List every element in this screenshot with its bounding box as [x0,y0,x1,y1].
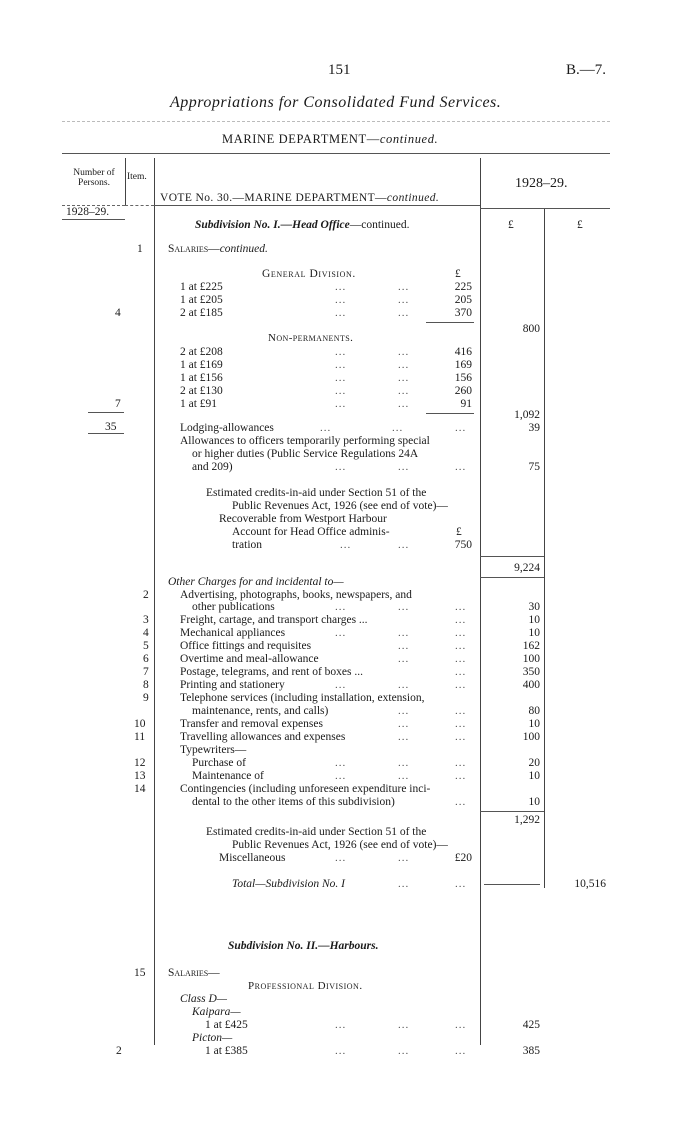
leader-dots: ... [335,770,347,782]
vote-title: VOTE No. 30.—MARINE DEPARTMENT— [160,192,387,204]
picton-heading: Picton— [192,1032,233,1044]
leader-dots: ... [398,653,410,665]
allowances-line: Allowances to officers temporarily performing special [180,435,430,447]
item-number: 10 [134,718,146,730]
leader-dots: ... [398,307,410,319]
leader-dots: ... [455,653,467,665]
leader-dots: ... [455,601,467,613]
salaries-total-rule [480,556,544,557]
salary-row-label: 1 at £385 [205,1045,248,1057]
leader-dots: ... [455,731,467,743]
year-rule [62,219,125,220]
leader-dots: ... [335,281,347,293]
leader-dots: ... [455,1019,467,1031]
item-number: 4 [143,627,149,639]
credits-note-line: Public Revenues Act, 1926 (see end of vote)— [232,839,448,851]
leader-dots: ... [335,757,347,769]
leader-dots: ... [335,346,347,358]
item-number: 8 [143,679,149,691]
general-division-title: General Division. [262,268,356,280]
subdivision-2-heading: Subdivision No. II.—Harbours. [228,940,379,952]
leader-dots: ... [455,640,467,652]
leader-dots: ... [455,627,467,639]
non-permanents-total: 1,092 [514,409,540,421]
other-charge-amount: 10 [528,627,540,639]
typewriters-heading: Typewriters— [180,744,247,756]
subdivision-1-title: Subdivision No. I.—Head Office [195,219,350,231]
credits-note-line: Public Revenues Act, 1926 (see end of vote)— [232,500,448,512]
other-charge-amount: 30 [528,601,540,613]
leader-dots: ... [392,422,404,434]
other-charge-amount: 350 [522,666,540,678]
item-number: 5 [143,640,149,652]
currency-col-total: £ [577,219,583,231]
leader-dots: ... [340,539,352,551]
vote-heading [160,192,439,204]
leader-dots: ... [398,757,410,769]
leader-dots: ... [398,640,410,652]
leader-dots: ... [335,385,347,397]
salary-row-label: 2 at £130 [180,385,223,397]
lodging-allowances-amount: 39 [528,422,540,434]
document-reference: B.—7. [566,62,607,78]
item-number: 11 [134,731,146,743]
other-charge-label: other publications [192,601,275,613]
leader-dots: ... [455,461,467,473]
lodging-allowances-label: Lodging-allowances [180,422,274,434]
item-header: Item. [127,172,147,182]
leader-dots: ... [398,679,410,691]
leader-dots: ... [455,878,467,890]
leader-dots: ... [398,852,410,864]
leader-dots: ... [455,679,467,691]
other-charge-amount: 100 [522,653,540,665]
total-rule [484,884,540,885]
typewriters-maintenance-amount: 10 [528,770,540,782]
salaries-total: 9,224 [514,562,540,574]
other-charge-label: Transfer and removal expenses [180,718,323,730]
salary-row-label: 2 at £208 [180,346,223,358]
subtotal-rule [426,413,474,414]
leader-dots: ... [398,372,410,384]
leader-dots: ... [455,796,467,808]
subtotal-rule [426,322,474,323]
salary-row-amount: 385 [522,1045,540,1057]
salary-row-amount: 91 [460,398,472,410]
salary-row-label: 1 at £205 [180,294,223,306]
leader-dots: ... [335,372,347,384]
leader-dots: ... [398,627,410,639]
department-name: MARINE DEPARTMENT— [222,132,380,146]
leader-dots: ... [398,705,410,717]
leader-dots: ... [335,627,347,639]
salaries-label: Salaries— [168,967,220,979]
leader-dots: ... [398,539,410,551]
col-divider-item [154,158,155,1045]
other-charge-amount: 400 [522,679,540,691]
other-charge-label: Freight, cartage, and transport charges ... [180,614,368,626]
other-charge-label: Office fittings and requisites [180,640,312,652]
other-charge-amount: 80 [528,705,540,717]
persons-count: 2 [116,1045,122,1057]
leader-dots: ... [455,705,467,717]
leader-dots: ... [455,666,467,678]
general-division-currency: £ [455,268,461,280]
table-top-rule [62,153,610,154]
item-number: 1 [137,243,143,255]
salary-row-label: 1 at £156 [180,372,223,384]
other-charges-heading: Other Charges for and incidental to— [168,576,344,588]
other-charge-label: Travelling allowances and expenses [180,731,346,743]
other-charges-total: 1,292 [514,814,540,826]
year-header-right: 1928–29. [515,176,568,191]
leader-dots: ... [398,1045,410,1057]
allowances-line: or higher duties (Public Service Regulations 24A [192,448,419,460]
other-charge-amount: 100 [522,731,540,743]
typewriters-maintenance-label: Maintenance of [192,770,264,782]
professional-division-title: Professional Division. [248,980,363,992]
item-number: 12 [134,757,146,769]
salaries-label: Salaries— [168,243,220,255]
other-charge-label: Mechanical appliances [180,627,286,639]
total-persons: 35 [105,421,117,433]
item-number: 6 [143,653,149,665]
currency-col-amount: £ [508,219,514,231]
item-number: 7 [143,666,149,678]
subdivision-1-heading [195,219,409,232]
leader-dots: ... [398,398,410,410]
other-charge-label: Advertising, photographs, books, newspapers, and [180,589,412,601]
leader-dots: ... [335,679,347,691]
allowances-amount: 75 [528,461,540,473]
salary-row-label: 1 at £169 [180,359,223,371]
other-charge-label: Overtime and meal-allowance [180,653,319,665]
credits-note-line: Account for Head Office adminis- [232,526,390,538]
credits-note-line: Estimated credits-in-aid under Section 51 of the [206,487,427,499]
other-charge-label: Postage, telegrams, and rent of boxes ... [180,666,363,678]
class-d-heading: Class D— [180,993,227,1005]
other-charge-label: Telephone services (including installation, extension, [180,692,425,704]
leader-dots: ... [335,461,347,473]
salary-row-amount: 225 [454,281,472,293]
salary-row-label: 1 at £425 [205,1019,248,1031]
leader-dots: ... [335,398,347,410]
leader-dots: ... [398,294,410,306]
salary-row-label: 2 at £185 [180,307,223,319]
salary-row-label: 1 at £91 [180,398,218,410]
allowances-line: and 209) [192,461,233,473]
credits-note-line: Estimated credits-in-aid under Section 51 of the [206,826,427,838]
leader-dots: ... [335,852,347,864]
col-divider-amount [480,158,481,1045]
leader-dots: ... [398,1019,410,1031]
credits-note-amount: £20 [454,852,472,864]
leader-dots: ... [398,461,410,473]
item-header-rule [125,205,154,206]
other-charge-amount: 10 [528,614,540,626]
leader-dots: ... [398,878,410,890]
persons-count: 7 [115,398,121,410]
department-title [222,132,438,147]
credits-note-currency: £ [456,526,462,538]
item-number: 15 [134,967,146,979]
salary-row-amount: 169 [454,359,472,371]
item-number: 3 [143,614,149,626]
salary-row-label: 1 at £225 [180,281,223,293]
salary-row-amount: 156 [454,372,472,384]
leader-dots: ... [455,757,467,769]
salary-row-amount: 370 [454,307,472,319]
leader-dots: ... [398,718,410,730]
item-number: 9 [143,692,149,704]
leader-dots: ... [335,1045,347,1057]
leader-dots: ... [335,307,347,319]
persons-rule [88,412,124,413]
vote-continued: continued. [386,192,440,204]
salaries-heading [168,243,268,256]
contingencies-amount: 10 [528,796,540,808]
other-charge-label: Printing and stationery [180,679,285,691]
subdivision-1-total-label: Total—Subdivision No. I [232,878,345,890]
other-charge-amount: 162 [522,640,540,652]
leader-dots: ... [398,359,410,371]
col-divider-total [544,208,545,888]
leader-dots: ... [335,359,347,371]
leader-dots: ... [398,731,410,743]
item-number: 14 [134,783,146,795]
subdivision-1-continued: —continued. [349,219,410,231]
subdivision-1-total: 10,516 [574,878,606,890]
leader-dots: ... [398,281,410,293]
item-number: 13 [134,770,146,782]
other-charge-label: maintenance, rents, and calls) [192,705,329,717]
leader-dots: ... [455,718,467,730]
leader-dots: ... [335,601,347,613]
credits-note-amount: 750 [454,539,472,551]
number-of-persons-header: Number of Persons. [73,168,115,188]
leader-dots: ... [455,1045,467,1057]
year-header-left: 1928–29. [66,206,110,218]
salary-row-amount: 416 [454,346,472,358]
vote-rule [154,205,480,206]
page-title: Appropriations for Consolidated Fund Services. [170,94,502,111]
col-divider-persons [125,158,126,205]
salaries-continued: continued. [219,243,268,255]
salaries-total-rule [480,577,544,578]
leader-dots: ... [455,614,467,626]
leader-dots: ... [335,294,347,306]
credits-note-line: Miscellaneous [219,852,286,864]
persons-count: 4 [115,307,121,319]
typewriters-purchase-amount: 20 [528,757,540,769]
salary-row-amount: 205 [454,294,472,306]
leader-dots: ... [398,601,410,613]
typewriters-purchase-label: Purchase of [192,757,246,769]
general-division-total: 800 [522,323,540,335]
other-charges-rule [480,811,544,812]
leader-dots: ... [398,385,410,397]
salary-row-amount: 425 [522,1019,540,1031]
leader-dots: ... [335,1019,347,1031]
leader-dots: ... [320,422,332,434]
contingencies-label: Contingencies (including unforeseen expenditure inci- [180,783,431,795]
item-number: 2 [143,589,149,601]
leader-dots: ... [455,770,467,782]
leader-dots: ... [398,770,410,782]
page-number: 151 [328,62,351,78]
credits-note-line: Recoverable from Westport Harbour [219,513,387,525]
header-rule [62,121,610,122]
amount-header-rule [480,208,610,209]
other-charge-amount: 10 [528,718,540,730]
department-continued: continued. [379,132,439,146]
non-permanents-title: Non-permanents. [268,332,354,344]
kaipara-heading: Kaipara— [192,1006,241,1018]
contingencies-label: dental to the other items of this subdivision) [192,796,395,808]
leader-dots: ... [398,346,410,358]
leader-dots: ... [455,422,467,434]
credits-note-line: tration [232,539,263,551]
salary-row-amount: 260 [454,385,472,397]
